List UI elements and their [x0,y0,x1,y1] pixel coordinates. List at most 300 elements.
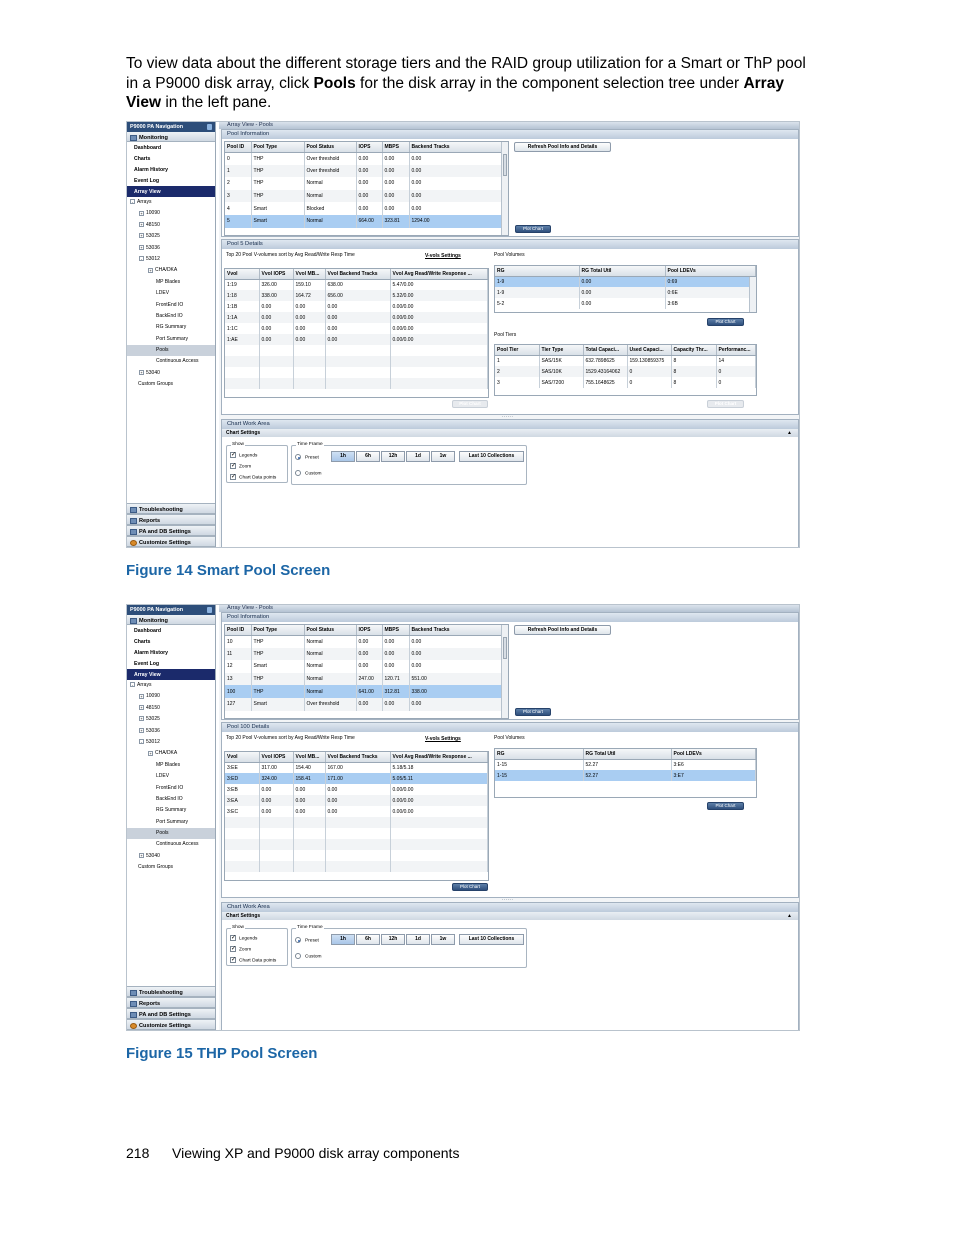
pool-table-scrollbar[interactable] [501,142,508,235]
table-cell: 0.00 [259,323,293,334]
tree-rg-summary[interactable]: RG Summary [156,807,187,814]
table-cell: 1529.43164062 [583,366,627,377]
table-cell: 0 [627,377,671,388]
column-header[interactable]: Backend Tracks [409,142,508,152]
table-row[interactable] [225,795,488,806]
table-row[interactable] [495,355,756,366]
table-row[interactable] [225,685,508,698]
time-1h-button[interactable]: 1h [331,934,355,945]
column-header[interactable]: RG [495,266,579,276]
column-header[interactable]: MBPS [382,142,409,152]
table-cell: 0.00 [325,301,390,312]
expand-icon[interactable]: + [140,716,143,722]
table-cell: Normal [304,635,356,648]
table-cell: 0.00/0.00 [390,312,488,323]
column-header[interactable]: IOPS [356,142,382,152]
table-row[interactable] [225,323,488,334]
tree-mp-blades[interactable]: MP Blades [156,278,181,285]
table-cell: 0.00 [579,298,665,309]
nav-monitoring[interactable]: Monitoring [127,132,215,142]
tree-backend-io[interactable]: BackEnd IO [156,795,183,802]
tree-array-53025[interactable]: + 53025 [140,716,160,723]
table-cell [390,356,488,367]
tree-ldev[interactable]: LDEV [156,773,170,780]
table-row[interactable] [495,770,756,781]
table-row[interactable] [225,839,488,850]
time-1w-button[interactable]: 1w [431,934,455,945]
column-header[interactable]: RG [495,749,583,759]
vvols-settings-link[interactable]: V-vols Settings [425,736,461,742]
table-cell: Normal [304,673,356,686]
tree-port-summary[interactable]: Port Summary [156,335,188,342]
table-cell: THP [251,190,304,203]
table-cell: 0.00 [382,698,409,711]
table-row[interactable] [225,673,508,686]
tree-arrays[interactable]: - Arrays [131,199,152,205]
table-row[interactable] [495,377,756,388]
table-cell [225,850,259,861]
tree-array-53012[interactable]: - 53012 [140,255,160,262]
table-cell: 0.00 [293,806,325,817]
main-area [219,605,799,1030]
table-cell: Smart [251,660,304,673]
monitor-icon [130,618,137,624]
expand-icon[interactable]: + [140,370,143,376]
component-tree [127,197,215,391]
expand-icon[interactable]: + [140,727,143,733]
table-row[interactable] [225,334,488,345]
table-cell [293,378,325,389]
table-row[interactable] [225,177,508,190]
table-row[interactable] [225,312,488,323]
table-row[interactable] [225,648,508,661]
table-cell: 8 [671,366,716,377]
collapse-icon[interactable]: - [131,682,134,688]
preset-radio[interactable]: Preset [295,454,319,460]
column-header[interactable]: RG Total Util [579,266,665,276]
table-row[interactable] [225,190,508,203]
tree-array-53036[interactable]: + 53036 [140,727,160,734]
tree-array-53036[interactable]: + 53036 [140,244,160,251]
tree-array-53012[interactable]: - 53012 [140,738,160,745]
table-cell: 0.00 [409,698,508,711]
column-header[interactable]: Vvol Avg Read/Write Response ... [390,752,488,762]
table-cell [225,378,259,389]
collapse-icon[interactable]: - [131,199,134,205]
table-row[interactable] [225,762,488,773]
tree-custom-groups[interactable]: Custom Groups [138,864,174,871]
time-6h-button[interactable]: 6h [356,934,380,945]
nav-collapse-icon[interactable] [207,607,212,613]
pool-volumes-label: Pool Volumes [494,735,525,741]
table-cell: Normal [304,685,356,698]
tree-ldev[interactable]: LDEV [156,290,170,297]
table-cell: 3:6B [665,298,756,309]
table-cell [225,367,259,378]
column-header[interactable]: Total Capaci... [583,345,627,355]
nav-troubleshooting[interactable]: Troubleshooting [127,503,215,514]
table-cell: 1-9 [495,287,579,298]
table-cell: 0.00 [259,784,293,795]
plot-chart-button[interactable]: Plot Chart [452,883,488,891]
column-header[interactable]: Used Capaci... [627,345,671,355]
column-header[interactable]: Pool Status [304,142,356,152]
column-header[interactable]: Pool Status [304,625,356,635]
column-header[interactable]: Vvol IOPS [259,752,293,762]
nav-bottom-sections [127,986,215,1030]
expand-icon[interactable]: + [140,853,143,859]
table-row[interactable] [495,298,756,309]
nav-dashboard[interactable]: Dashboard [134,628,162,634]
table-cell: THP [251,635,304,648]
column-header[interactable]: Pool Type [251,142,304,152]
column-header[interactable]: RG Total Util [583,749,671,759]
table-cell: 0.00 [293,784,325,795]
zoom-checkbox[interactable]: ✓ Zoom [231,946,252,953]
table-cell: 0.00 [409,660,508,673]
table-cell: 1294.00 [409,215,508,228]
table-row[interactable] [225,301,488,312]
pool-information-panel [221,612,799,720]
preset-radio[interactable]: Preset [295,937,319,943]
check-icon: ✓ [231,452,237,458]
rg-table-scrollbar[interactable] [749,277,756,312]
plot-chart-button[interactable]: Plot Chart [707,802,744,810]
table-cell [390,828,488,839]
nav-array-view[interactable]: Array View [127,669,215,680]
collapse-up-icon[interactable]: ▲ [787,913,792,919]
chart-data-points-checkbox[interactable]: ✓ Chart Data points [231,474,277,481]
table-cell: THP [251,673,304,686]
table-cell: 0.00 [325,323,390,334]
column-header[interactable]: IOPS [356,625,382,635]
plot-chart-button-disabled[interactable]: Plot Chart [452,400,488,408]
table-row[interactable] [225,165,508,178]
nav-reports[interactable]: Reports [127,514,215,525]
customize-icon [130,540,137,546]
vvols-settings-link[interactable]: V-vols Settings [425,253,461,259]
column-header[interactable]: Pool Type [251,625,304,635]
time-1h-button[interactable]: 1h [331,451,355,462]
table-cell: 1:1C [225,323,259,334]
table-cell [259,356,293,367]
plot-chart-button[interactable]: Plot Chart [515,225,551,233]
table-cell: 0.00/0.00 [390,301,488,312]
table-row[interactable] [225,378,488,389]
tree-array-10090[interactable]: + 10090 [140,210,160,217]
table-row[interactable] [225,152,508,165]
column-header[interactable]: Pool Tier [495,345,539,355]
table-cell: THP [251,152,304,165]
expand-icon[interactable]: + [140,221,143,227]
navigation-pane [127,605,216,1030]
column-header[interactable]: Pool ID [225,142,251,152]
tree-array-48150[interactable]: + 48150 [140,704,160,711]
table-cell: Normal [304,177,356,190]
tree-chadka[interactable]: + CHA/DKA [149,750,178,757]
table-row[interactable] [495,276,756,287]
chart-settings-bar[interactable]: Chart Settings ▲ [222,429,798,437]
table-cell: 338.00 [259,290,293,301]
pool-table-scrollbar[interactable] [501,625,508,718]
column-header[interactable]: Capacity Thr... [671,345,716,355]
nav-event-log[interactable]: Event Log [134,178,160,184]
column-header[interactable]: Vvol [225,269,259,279]
table-cell: 0.00 [579,287,665,298]
collapse-up-icon[interactable]: ▲ [787,430,792,436]
table-cell: 1-9 [495,276,579,287]
nav-event-log[interactable]: Event Log [134,661,160,667]
table-cell: 100 [225,685,251,698]
column-header[interactable]: Pool ID [225,625,251,635]
table-cell [390,850,488,861]
table-row[interactable] [225,202,508,215]
nav-troubleshooting[interactable]: Troubleshooting [127,986,215,997]
tree-chadka[interactable]: + CHA/DKA [149,267,178,274]
custom-radio[interactable]: Custom [295,953,322,959]
tree-pools[interactable]: Pools [127,828,215,839]
tree-arrays[interactable]: - Arrays [131,682,152,688]
table-row[interactable] [225,861,488,872]
legends-checkbox[interactable]: ✓ Legends [231,452,258,459]
pool-table [224,141,509,236]
tree-frontend-io[interactable]: FrontEnd IO [156,784,184,791]
pool-tiers-label: Pool Tiers [494,332,517,338]
table-cell: 5-2 [495,298,579,309]
zoom-checkbox[interactable]: ✓ Zoom [231,463,252,470]
table-row[interactable] [225,817,488,828]
tree-mp-blades[interactable]: MP Blades [156,761,181,768]
column-header[interactable]: MBPS [382,625,409,635]
table-row[interactable] [225,660,508,673]
nav-monitoring[interactable]: Monitoring [127,615,215,625]
column-header[interactable]: Tier Type [539,345,583,355]
chart-settings-bar[interactable]: Chart Settings ▲ [222,912,798,920]
table-cell: 0.00 [259,301,293,312]
plot-chart-button[interactable]: Plot Chart [707,318,744,326]
table-cell: 338.00 [409,685,508,698]
table-cell [325,345,390,356]
table-row[interactable] [225,290,488,301]
nav-charts[interactable]: Charts [134,156,151,162]
table-cell: 171.00 [325,773,390,784]
pool-information-panel [221,129,799,237]
table-cell: 0.00 [293,334,325,345]
time-6h-button[interactable]: 6h [356,451,380,462]
tree-array-53040[interactable]: + 53040 [140,852,160,859]
plot-chart-button[interactable]: Plot Chart [515,708,551,716]
chart-work-area-header: Chart Work Area [222,420,798,429]
top20-label: Top 20 Pool V-volumes sort by Avg Read/Write Resp Time [226,735,355,741]
expand-icon[interactable]: + [140,210,143,216]
table-cell: 0 [225,152,251,165]
table-cell: 551.00 [409,673,508,686]
nav-array-view[interactable]: Array View [127,186,215,197]
table-cell: Smart [251,202,304,215]
column-header[interactable]: Performanc... [716,345,756,355]
tree-array-53040[interactable]: + 53040 [140,369,160,376]
radio-selected-icon [295,937,301,943]
page-number: 218 [126,1145,150,1161]
table-cell: 0.00/0.00 [390,334,488,345]
column-header[interactable]: Vvol Backend Tracks [325,269,390,279]
table-cell: 3:EE [225,762,259,773]
nav-reports[interactable]: Reports [127,997,215,1008]
collapse-icon[interactable]: - [140,739,143,745]
table-cell: 1 [225,165,251,178]
table-cell [293,850,325,861]
column-header[interactable]: Vvol IOPS [259,269,293,279]
time-12h-button[interactable]: 12h [381,934,405,945]
nav-collapse-icon[interactable] [207,124,212,130]
table-row[interactable] [225,279,488,290]
table-cell [259,850,293,861]
table-cell: Over threshold [304,165,356,178]
nav-customize-settings[interactable]: Customize Settings [127,1019,215,1030]
refresh-pool-info-button[interactable]: Refresh Pool Info and Details [514,625,611,635]
table-row[interactable] [495,366,756,377]
troubleshooting-icon [130,990,137,996]
expand-icon[interactable]: + [140,693,143,699]
column-header[interactable]: Vvol [225,752,259,762]
column-header[interactable]: Vvol MB... [293,752,325,762]
splitter-handle[interactable]: ...... [502,413,514,419]
chart-data-points-checkbox[interactable]: ✓ Chart Data points [231,957,277,964]
rg-table [494,748,757,798]
expand-icon[interactable]: + [149,750,152,756]
tree-frontend-io[interactable]: FrontEnd IO [156,301,184,308]
plot-chart-button-disabled[interactable]: Plot Chart [707,400,744,408]
column-header[interactable]: Vvol Avg Read/Write Response ... [390,269,488,279]
navigation-pane [127,122,216,547]
tree-backend-io[interactable]: BackEnd IO [156,312,183,319]
radio-selected-icon [295,454,301,460]
table-cell [325,817,390,828]
tree-array-48150[interactable]: + 48150 [140,221,160,228]
time-1w-button[interactable]: 1w [431,451,455,462]
table-cell: 0 [716,366,756,377]
table-row[interactable] [225,345,488,356]
column-header[interactable]: Vvol Backend Tracks [325,752,390,762]
nav-alarm-history[interactable]: Alarm History [134,650,169,656]
table-cell: 0.00 [293,323,325,334]
tree-custom-groups[interactable]: Custom Groups [138,381,174,388]
table-row[interactable] [225,828,488,839]
table-cell: 1:AE [225,334,259,345]
column-header[interactable]: Vvol MB... [293,269,325,279]
table-row[interactable] [225,698,508,711]
column-header[interactable]: Backend Tracks [409,625,508,635]
table-cell: 1:19 [225,279,259,290]
reports-icon [130,1001,137,1007]
table-cell: 0.00 [382,202,409,215]
table-cell: 0.00 [382,660,409,673]
pool-volumes-label: Pool Volumes [494,252,525,258]
table-cell [293,828,325,839]
table-cell: 0.00/0.00 [390,323,488,334]
table-row[interactable] [225,356,488,367]
table-row[interactable] [495,287,756,298]
table-cell: 0.00 [382,648,409,661]
show-fieldset [226,442,288,483]
table-cell [293,367,325,378]
tree-pools[interactable]: Pools [127,345,215,356]
table-cell: 0.00 [356,190,382,203]
table-cell [259,839,293,850]
expand-icon[interactable]: + [140,244,143,250]
table-row[interactable] [495,759,756,770]
table-row[interactable] [225,215,508,228]
tree-rg-summary[interactable]: RG Summary [156,324,187,331]
nav-dashboard[interactable]: Dashboard [134,145,162,151]
table-cell: THP [251,685,304,698]
expand-icon[interactable]: + [149,267,152,273]
expand-icon[interactable]: + [140,233,143,239]
table-row[interactable] [225,784,488,795]
table-row[interactable] [225,635,508,648]
last-10-collections-button[interactable]: Last 10 Collections [459,934,524,945]
time-12h-button[interactable]: 12h [381,451,405,462]
tree-port-summary[interactable]: Port Summary [156,818,188,825]
table-row[interactable] [225,850,488,861]
table-cell: 1:1A [225,312,259,323]
table-cell: 0.00 [382,190,409,203]
column-header[interactable]: Pool LDEVs [665,266,756,276]
table-cell: 120.71 [382,673,409,686]
nav-charts[interactable]: Charts [134,639,151,645]
expand-icon[interactable]: + [140,704,143,710]
table-cell [225,356,259,367]
table-cell: 0.00 [356,648,382,661]
table-cell: 0.00 [293,795,325,806]
tree-array-10090[interactable]: + 10090 [140,693,160,700]
custom-radio[interactable]: Custom [295,470,322,476]
tree-array-53025[interactable]: + 53025 [140,233,160,240]
nav-pa-db-settings[interactable]: PA and DB Settings [127,525,215,536]
splitter-handle[interactable]: ...... [502,896,514,902]
table-cell: 641.00 [356,685,382,698]
legends-checkbox[interactable]: ✓ Legends [231,935,258,942]
table-row[interactable] [225,773,488,784]
table-cell: 0.00 [409,165,508,178]
time-1d-button[interactable]: 1d [406,934,430,945]
time-1d-button[interactable]: 1d [406,451,430,462]
vvol-table [224,751,489,881]
table-cell: 0.00 [409,648,508,661]
nav-pa-db-settings[interactable]: PA and DB Settings [127,1008,215,1019]
column-header[interactable]: Pool LDEVs [671,749,756,759]
table-row[interactable] [225,806,488,817]
troubleshooting-icon [130,507,137,513]
refresh-pool-info-button[interactable]: Refresh Pool Info and Details [514,142,611,152]
table-row[interactable] [225,367,488,378]
nav-customize-settings[interactable]: Customize Settings [127,536,215,547]
table-cell: 3 [225,190,251,203]
table-cell [225,828,259,839]
table-cell [225,861,259,872]
table-cell: Over threshold [304,698,356,711]
table-cell: 0.00 [382,177,409,190]
collapse-icon[interactable]: - [140,256,143,262]
tree-continuous-access[interactable]: Continuous Access [156,841,199,848]
nav-alarm-history[interactable]: Alarm History [134,167,169,173]
tree-continuous-access[interactable]: Continuous Access [156,358,199,365]
table-cell: 12 [225,660,251,673]
table-cell [259,828,293,839]
last-10-collections-button[interactable]: Last 10 Collections [459,451,524,462]
page-footer [126,1145,459,1161]
figure-14-caption: Figure 14 Smart Pool Screen [126,562,331,579]
